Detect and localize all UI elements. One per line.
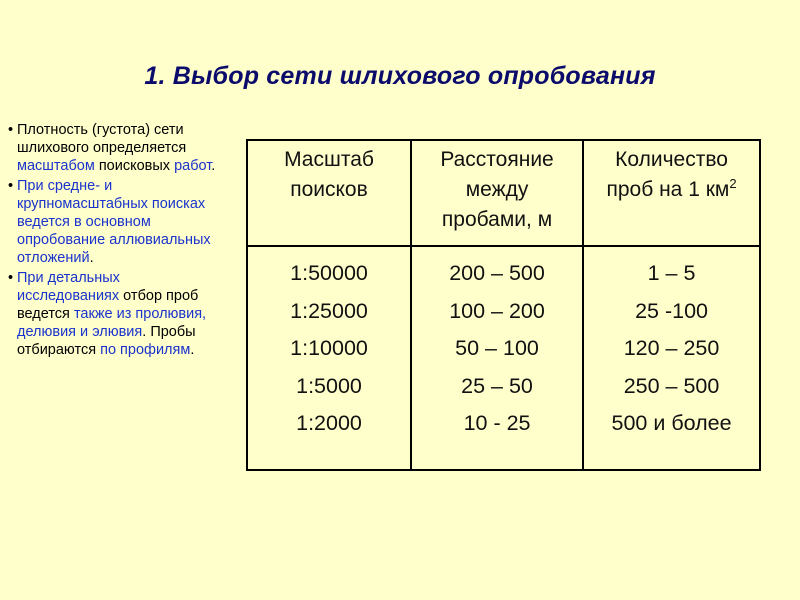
- bullet-text: работ: [174, 157, 212, 174]
- header-count-text: Количество проб на 1 км: [606, 148, 730, 201]
- header-scale: Масштаб поисков: [247, 140, 411, 246]
- distance-value: 100 – 200: [449, 298, 545, 323]
- sampling-table: [246, 139, 761, 471]
- count-value: 120 – 250: [623, 336, 720, 360]
- slide-title: 1. Выбор сети шлихового опробования: [144, 62, 656, 90]
- count-value: 500 и более: [611, 411, 732, 435]
- scale-value: 1:25000: [290, 298, 368, 323]
- bullet-text: аллювиальных отложений: [17, 231, 211, 266]
- bullet-text: поисковых: [94, 157, 175, 174]
- bullet-text: отбор проб ведется: [17, 288, 199, 322]
- count-column: [583, 246, 760, 470]
- bullet-detailed: [8, 270, 223, 359]
- scale-value: 1:5000: [296, 373, 362, 398]
- count-value: 1 – 5: [647, 261, 696, 285]
- distance-value: 10 - 25: [463, 411, 531, 435]
- bullet-text: . Пробы отбираются: [17, 323, 196, 358]
- bullet-text: .: [211, 157, 216, 174]
- scale-value: 1:50000: [290, 261, 368, 285]
- bullet-text: При детальных исследованиях: [17, 270, 120, 305]
- scale-value: 1:2000: [296, 411, 362, 435]
- distance-value: 25 – 50: [461, 373, 533, 398]
- bullet-text: масштабом: [17, 157, 95, 174]
- table-header-row: [247, 140, 760, 246]
- bullet-text: по профилям: [100, 341, 191, 358]
- header-count-sup: 2: [729, 176, 737, 191]
- bullet-list: [8, 122, 223, 362]
- bullet-text: Плотность (густота) сети шлихового определяется: [17, 122, 187, 156]
- bullet-density: [8, 122, 223, 175]
- scale-value: 1:10000: [290, 336, 368, 360]
- header-count: [583, 140, 760, 246]
- distance-value: 200 – 500: [449, 261, 545, 285]
- table-row: [247, 246, 760, 470]
- bullet-text: При средне- и крупномасштабных поисках ведется в основном опробование: [17, 178, 206, 248]
- header-distance: Расстояние между пробами, м: [411, 140, 583, 246]
- bullet-text: .: [190, 341, 195, 358]
- scale-column: [247, 246, 411, 470]
- bullet-medium-scale: [8, 178, 223, 267]
- count-value: 250 – 500: [623, 373, 720, 398]
- bullet-text: также из пролювия, делювия и элювия: [17, 305, 207, 340]
- distance-value: 50 – 100: [455, 336, 539, 360]
- bullet-text: .: [89, 249, 94, 266]
- count-value: 25 -100: [635, 298, 708, 323]
- distance-column: [411, 246, 583, 470]
